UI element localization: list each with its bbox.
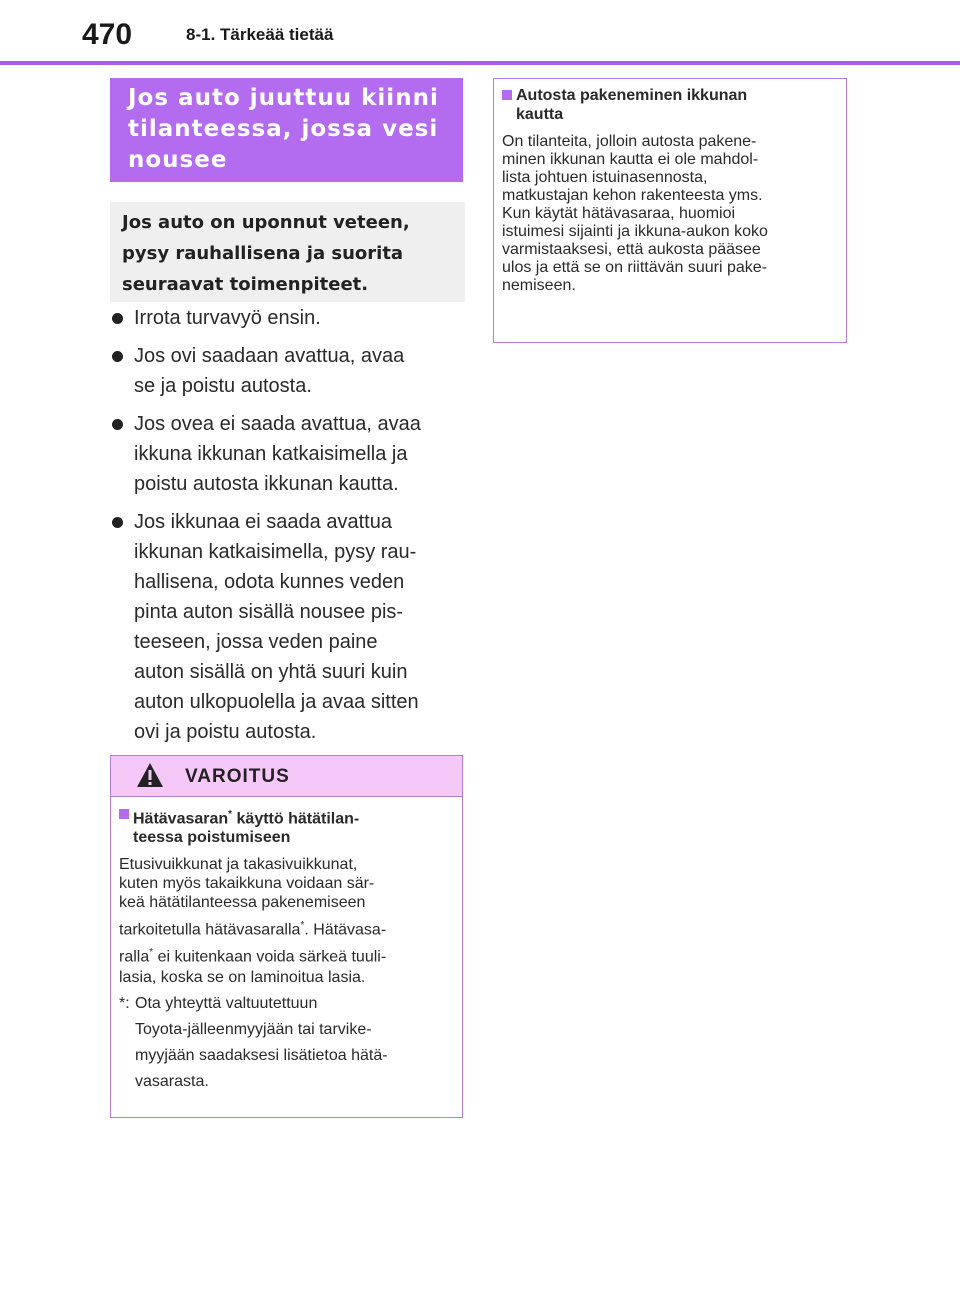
- intro-line: Jos auto on uponnut veteen,: [122, 212, 410, 233]
- subheading-text: teessa poistumiseen: [133, 829, 291, 847]
- warning-header: [111, 756, 462, 797]
- footnote: [119, 991, 452, 1095]
- info-line: matkustajan kehon rakenteesta yms.: [502, 187, 763, 204]
- warning-line: keä hätätilanteessa pakenemiseen: [119, 894, 366, 912]
- chapter-heading-line: nousee: [128, 147, 228, 173]
- list-item: [110, 507, 470, 747]
- warning-line: [119, 942, 452, 968]
- bullet-dot-icon: [112, 351, 123, 362]
- info-heading-line: kautta: [516, 106, 564, 123]
- warning-triangle-icon: [135, 761, 165, 789]
- header-rule: [0, 61, 960, 65]
- footnote-mark: *: [228, 809, 233, 820]
- info-line: varmistaaksesi, että aukosta pääsee: [502, 241, 761, 258]
- list-item-line: teeseen, jossa veden paine: [134, 631, 378, 653]
- info-heading: [502, 86, 838, 124]
- section-title: 8-1. Tärkeää tietää: [186, 25, 334, 44]
- list-item-line: pinta auton sisällä nousee pis-: [134, 601, 404, 623]
- warning-line: kuten myös takaikkuna voidaan sär-: [119, 875, 375, 893]
- list-item-line: auton ulkopuolella ja avaa sitten: [134, 691, 419, 713]
- subheading-text: käyttö hätätilan-: [232, 810, 360, 828]
- list-item-line: Jos ovi saadaan avattua, avaa: [134, 345, 405, 367]
- warning-line: lasia, koska se on laminoitua lasia.: [119, 968, 366, 986]
- footnote-line: myyjään saadaksesi lisätietoa hätä-: [135, 1046, 388, 1064]
- chapter-heading-box: [110, 78, 463, 182]
- info-line: lista johtuen istuinasennosta,: [502, 169, 708, 186]
- list-item-line: auton sisällä on yhtä suuri kuin: [134, 661, 408, 683]
- info-line: nemiseen.: [502, 277, 576, 294]
- info-line: minen ikkunan kautta ei ole mahdol-: [502, 151, 759, 168]
- list-item-line: hallisena, odota kunnes veden: [134, 571, 405, 593]
- info-line: ulos ja että se on riittävän suuri pake-: [502, 259, 768, 276]
- square-marker-icon: [502, 90, 512, 100]
- bullet-dot-icon: [112, 517, 123, 528]
- list-item-line: se ja poistu autosta.: [134, 375, 312, 397]
- warning-box: [110, 755, 463, 1118]
- footnote-line: Toyota-jälleenmyyjään tai tarvike-: [135, 1020, 372, 1038]
- warning-line: [119, 915, 452, 941]
- footnote-mark: *: [300, 920, 305, 932]
- bullet-dot-icon: [112, 313, 123, 324]
- list-item-line: ikkunan katkaisimella, pysy rau-: [134, 541, 417, 563]
- list-item-line: Irrota turvavyö ensin.: [134, 307, 321, 329]
- warning-line: Etusivuikkunat ja takasivuikkunat,: [119, 856, 358, 874]
- list-item-line: Jos ovea ei saada avattua, avaa: [134, 413, 421, 435]
- info-line: Kun käytät hätävasaraa, huomioi: [502, 205, 736, 222]
- warning-text: . Hätävasa-: [304, 921, 387, 939]
- list-item-line: poistu autosta ikkunan kautta.: [134, 473, 399, 495]
- list-item: [110, 341, 470, 401]
- warning-body: [111, 797, 462, 1095]
- info-box: [493, 78, 847, 343]
- info-line: istuimesi sijainti ja ikkuna-aukon koko: [502, 223, 768, 240]
- footnote-line: Ota yhteyttä valtuutettuun: [135, 994, 318, 1012]
- subheading-text: Hätävasaran: [133, 810, 229, 828]
- warning-subheading: [119, 805, 452, 847]
- intro-line: pysy rauhallisena ja suorita: [122, 243, 404, 264]
- bullet-dot-icon: [112, 419, 123, 430]
- list-item: [110, 409, 470, 499]
- warning-text: ralla: [119, 947, 150, 965]
- intro-line: seuraavat toimenpiteet.: [122, 274, 369, 295]
- chapter-heading-line: Jos auto juuttuu kiinni: [128, 85, 439, 111]
- list-item-line: ovi ja poistu autosta.: [134, 721, 317, 743]
- list-item: [110, 303, 470, 333]
- warning-text: tarkoitetulla hätävasaralla: [119, 921, 301, 939]
- instruction-list: [110, 303, 470, 755]
- warning-label: VAROITUS: [185, 766, 290, 787]
- intro-box: [110, 202, 465, 302]
- footnote-mark: *: [149, 946, 154, 958]
- square-marker-icon: [119, 809, 129, 819]
- info-line: On tilanteita, jolloin autosta pakene-: [502, 133, 757, 150]
- chapter-heading-line: tilanteessa, jossa vesi: [128, 116, 439, 142]
- warning-text: ei kuitenkaan voida särkeä tuuli-: [153, 947, 387, 965]
- list-item-line: ikkuna ikkunan katkaisimella ja: [134, 443, 408, 465]
- list-item-line: Jos ikkunaa ei saada avattua: [134, 511, 392, 533]
- page-number: 470: [82, 18, 133, 51]
- footnote-mark: *:: [119, 994, 130, 1012]
- info-heading-line: Autosta pakeneminen ikkunan: [516, 87, 748, 104]
- footnote-line: vasarasta.: [135, 1072, 209, 1090]
